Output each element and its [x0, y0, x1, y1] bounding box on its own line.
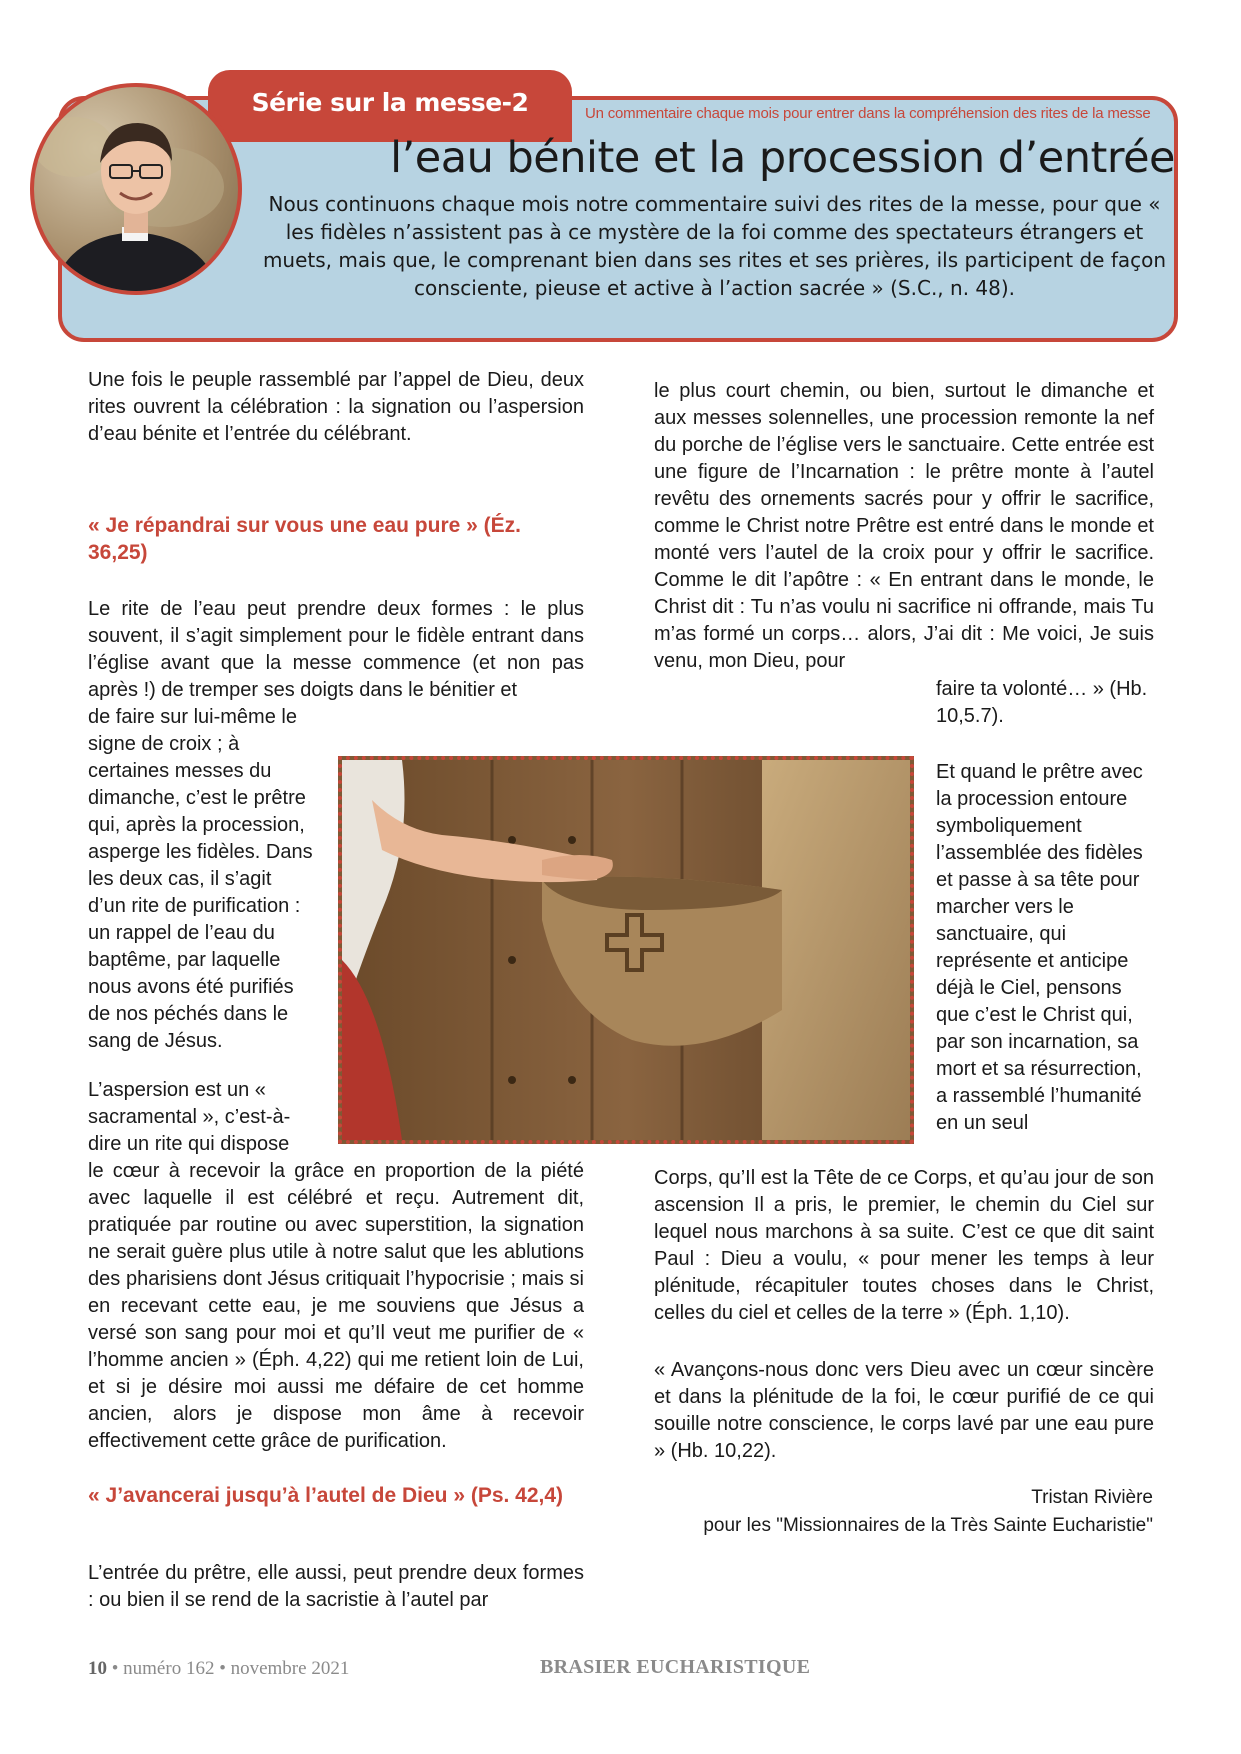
paragraph-assembly: Corps, qu’Il est la Tête de ce Corps, et qu’au jour de son ascension Il a pris, le premier, le chemin du Ciel sur lequel nous marchons à sa suite. C’est ce que dit saint Paul : Dieu a voulu, « pour mener les temps à leur plénitude, récapituler toutes choses dans le Christ, celles du ciel et celles de la terre » (Éph. 1,10). — [654, 1167, 1154, 1324]
paragraph-closing: « Avançons-nous donc vers Dieu avec un cœur sincère et dans la plénitude de la foi, le cœur purifié de ce qui souille notre conscience, le corps lavé par une eau pure » (Hb. 10,22). — [654, 1359, 1154, 1462]
footer-issue — [88, 1658, 349, 1680]
paragraph-entrance: L’entrée du prêtre, elle aussi, peut prendre deux formes : ou bien il se rend de la sacristie à l’autel par — [88, 1562, 584, 1611]
paragraph-intro: Une fois le peuple rassemblé par l’appel de Dieu, deux rites ouvrent la célébration : la signation ou l’aspersion d’eau bénite et l’entrée du célébrant. — [88, 369, 584, 445]
author-portrait — [30, 83, 242, 295]
author-affiliation: pour les "Missionnaires de la Très Sainte Eucharistie" — [703, 1515, 1153, 1536]
paragraph-procession: le plus court chemin, ou bien, surtout le dimanche et aux messes solennelles, une procession remonte la nef du porche de l’église vers le sanctuaire. Cette entrée est une figure de l’Incarnation : le prêtre monte à l’autel revêtu des ornements sacrés pour y offrir le sacrifice, comme le Christ notre Prêtre est entré dans le monde et monté vers l’autel de la croix pour y offrir le sacrifice. Comme le dit l’apôtre : « En entrant dans le monde, le Christ dit : Tu n’as voulu ni sacrifice ni offrande, mais Tu m’as formé un corps… alors, J’ai dit : Me voici, Je suis venu, mon Dieu, pour — [654, 380, 1154, 672]
article-intro: Nous continuons chaque mois notre commentaire suivi des rites de la messe, pour que « les fidèles n’assistent pas à ce mystère de la foi comme des spectateurs étrangers et muets, mais que, le comprenant bien dans ses rites et ses prières, ils participent de façon consciente, pieuse et active à l’action sacrée » (S.C., n. 48). — [262, 192, 1167, 300]
issue-info: • numéro 162 • novembre 2021 — [107, 1658, 350, 1679]
series-tab — [208, 70, 572, 142]
paragraph-aspersion: le cœur à recevoir la grâce en proportion de la piété avec laquelle il est célébré et reçu. Autrement dit, pratiquée par routine ou avec superstition, la signation ne serait guère plus utile à notre salut que les ablutions des pharisiens dont Jésus critiquait l’hypocrisie ; mais si en recevant cette eau, je me souviens que Jésus a versé son sang pour moi et qu’Il veut me purifier de « l’homme ancien » (Éph. 4,22) qui me retient loin de Lui, et si je désire moi aussi me défaire de cet homme ancien, alors je dispose mon âme à recevoir effectivement cette grâce de purification. — [88, 1160, 584, 1452]
page-number: 10 — [88, 1658, 107, 1679]
paragraph-assembly-wrap: Et quand le prêtre avec la procession entoure symboliquement l’assemblée des fidèles et passe à sa tête pour marcher vers le sanctuaire, qui représente et anticipe déjà le Ciel, pensons que c’est le Christ qui, par son incarnation, sa mort et sa résurrection, a rassemblé l’humanité en un seul — [936, 761, 1143, 1134]
holy-water-font-illustration — [342, 760, 910, 1140]
paragraph-aspersion-wrap: L’aspersion est un « sacramental », c’est-à-dire un rite qui dispose — [88, 1079, 291, 1155]
heading-altar: « J’avancerai jusqu’à l’autel de Dieu » (Ps. 42,4) — [88, 1484, 564, 1507]
signature — [703, 1484, 1153, 1540]
series-label: Série sur la messe-2 — [251, 88, 529, 117]
paragraph-water-rite: Le rite de l’eau peut prendre deux formes : le plus souvent, il s’agit simplement pour le fidèle entrant dans l’église avant que la messe commence (et non pas après !) de tremper ses doigts dans le bénitier et — [88, 598, 584, 701]
heading-water: « Je répandrai sur vous une eau pure » (Éz. 36,25) — [88, 514, 521, 564]
portrait-illustration — [34, 87, 238, 291]
holy-water-font-photo — [338, 756, 914, 1144]
author-name: Tristan Rivière — [1031, 1487, 1153, 1508]
paragraph-procession-end: faire ta volonté… » (Hb. 10,5.7). — [936, 678, 1148, 727]
article-title: l’eau bénite et la procession d’entrée — [390, 133, 1175, 183]
magazine-name: BRASIER EUCHARISTIQUE — [540, 1656, 811, 1678]
paragraph-water-rite-wrap: de faire sur lui-même le signe de croix ; à certaines messes du dimanche, c’est le prêtre qui, après la procession, asperge les fidèles. Dans les deux cas, il s’agit d’un rite de purification : un rappel de l’eau du baptême, par laquelle nous avons été purifiés de nos péchés dans le sang de Jésus. — [88, 706, 313, 1052]
series-tagline: Un commentaire chaque mois pour entrer dans la compréhension des rites de la messe — [585, 105, 1151, 122]
